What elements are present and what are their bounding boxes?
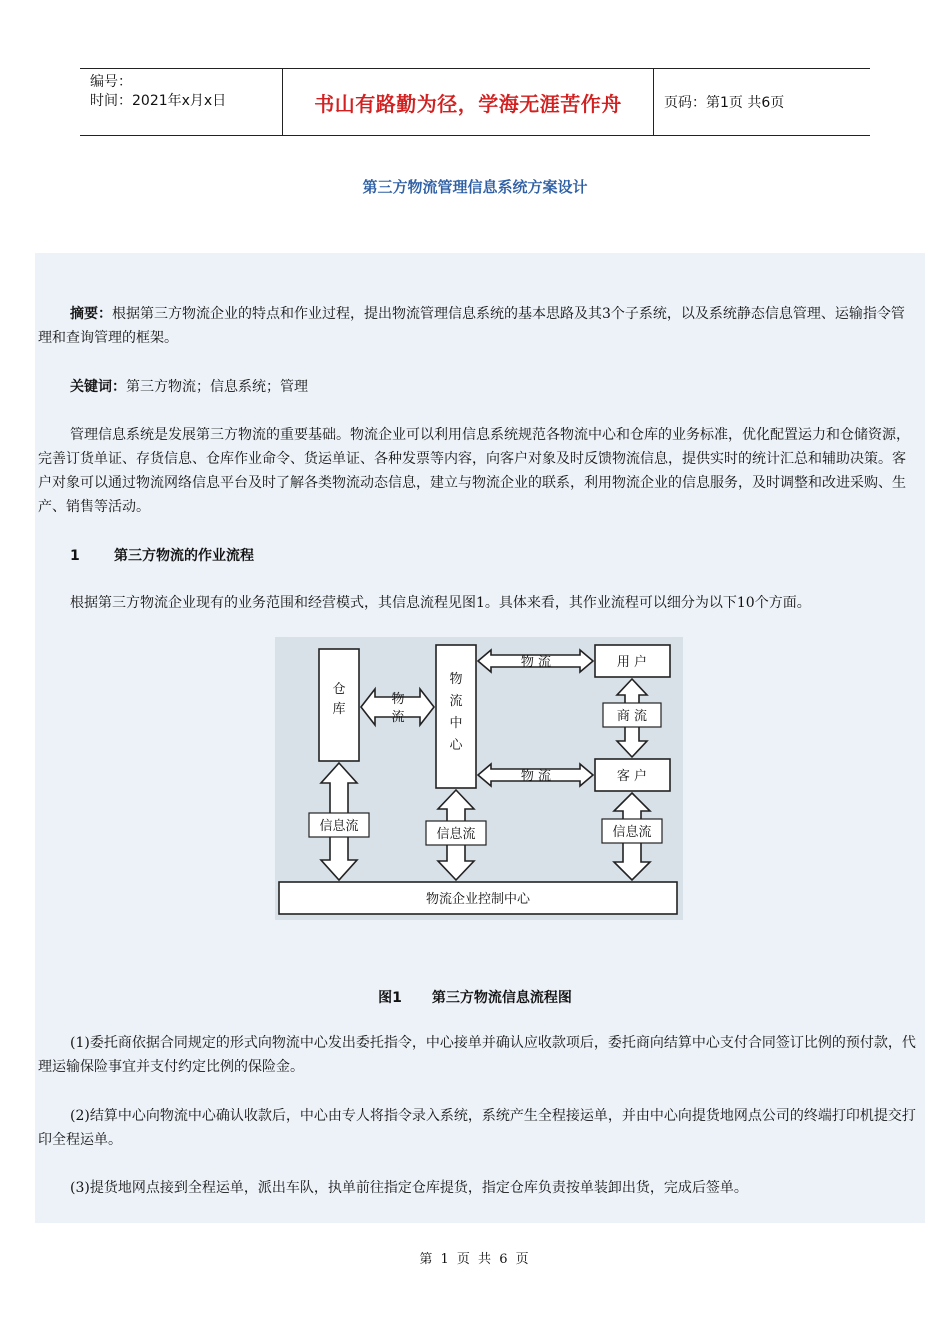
section-heading bbox=[70, 545, 254, 565]
center-user-flow-label: 物 流 bbox=[520, 655, 552, 670]
warehouse-label: 仓库 bbox=[332, 682, 346, 717]
logistics-center-label: 物流中心 bbox=[449, 672, 463, 753]
document-date: 时间：2021年x月x日 bbox=[90, 93, 227, 109]
header-motto: 书山有路勤为径，学海无涯苦作舟 bbox=[282, 69, 654, 135]
header-page-number: 页码：第1页 共6页 bbox=[664, 95, 785, 111]
wh-center-flow-label: 物流 bbox=[391, 692, 405, 725]
list-item: (3)提货地网点接到全程运单，派出车队，执单前往指定仓库提货，指定仓库负责按单装卸出货，完成后签单。 bbox=[70, 1180, 748, 1196]
figure-caption-number: 图1 bbox=[378, 990, 402, 1006]
abstract-text: 根据第三方物流企业的特点和作业过程，提出物流管理信息系统的基本思路及其3个子系统，以及系统静态信息管理、运输指令管理和查询管理的框架。 bbox=[38, 306, 905, 346]
section-title: 第三方物流的作业流程 bbox=[114, 548, 254, 564]
keywords-paragraph bbox=[38, 375, 916, 399]
flowchart-figure bbox=[275, 637, 683, 920]
customer-label: 客 户 bbox=[616, 769, 648, 784]
keywords-label: 关键词： bbox=[70, 379, 126, 395]
info-flow-label-3: 信息流 bbox=[612, 825, 652, 840]
user-label: 用 户 bbox=[616, 655, 648, 670]
abstract-label: 摘要： bbox=[70, 306, 112, 322]
header-left-cell bbox=[80, 69, 282, 135]
list-item: (1)委托商依据合同规定的形式向物流中心发出委托指令，中心接单并确认应收款项后，委托商向结算中心支付合同签订比例的预付款，代理运输保险事宜并支付约定比例的保险金。 bbox=[38, 1035, 916, 1075]
abstract-paragraph bbox=[38, 302, 916, 350]
center-customer-flow-label: 物 流 bbox=[520, 769, 552, 784]
section-paragraph: 根据第三方物流企业现有的业务范围和经营模式，其信息流程见图1。具体来看，其作业流程可以细分为以下10个方面。 bbox=[70, 595, 811, 611]
keywords-text: 第三方物流；信息系统；管理 bbox=[126, 379, 308, 395]
section-number: 1 bbox=[70, 548, 80, 564]
header-table bbox=[80, 68, 870, 136]
document-number-label: 编号： bbox=[90, 74, 132, 90]
intro-paragraph: 管理信息系统是发展第三方物流的重要基础。物流企业可以利用信息系统规范各物流中心和仓库的业务标准，优化配置运力和仓储资源，完善订货单证、存货信息、仓库作业命令、货运单证、各种发票等内容，向客户对象及时反馈物流信息，提供实时的统计汇总和辅助决策。客户对象可以通过物流网络信息平台及时了解各类物流动态信息，建立与物流企业的联系，利用物流企业的信息服务，及时调整和改进采购、生产、销售等活动。 bbox=[38, 427, 910, 515]
document-title: 第三方物流管理信息系统方案设计 bbox=[362, 178, 588, 196]
info-flow-label-2: 信息流 bbox=[436, 827, 476, 842]
business-flow-label: 商 流 bbox=[616, 709, 648, 724]
page-footer: 第 1 页 共 6 页 bbox=[419, 1252, 531, 1267]
figure-caption-text: 第三方物流信息流程图 bbox=[431, 990, 572, 1006]
info-flow-label-1: 信息流 bbox=[319, 819, 359, 834]
figure-caption bbox=[0, 987, 950, 1007]
control-center-label: 物流企业控制中心 bbox=[425, 892, 531, 907]
flowchart-diagram bbox=[275, 637, 683, 920]
list-item: (2)结算中心向物流中心确认收款后，中心由专人将指令录入系统，系统产生全程接运单，并由中心向提货地网点公司的终端打印机提交打印全程运单。 bbox=[38, 1108, 916, 1148]
